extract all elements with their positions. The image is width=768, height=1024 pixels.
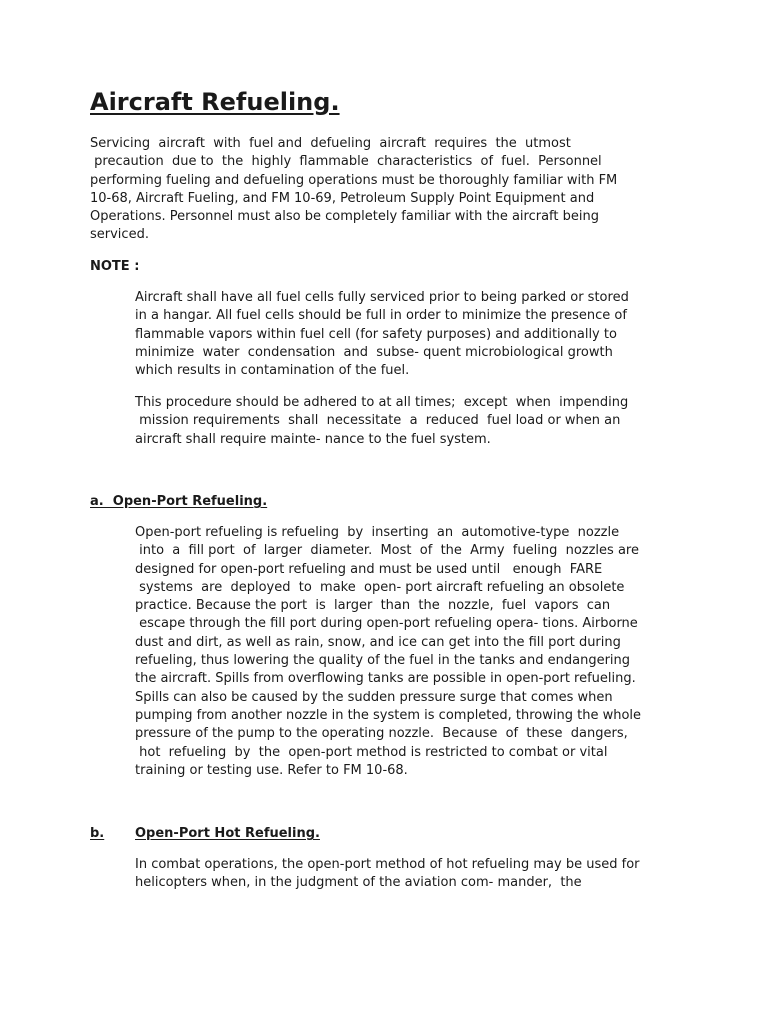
text-line: Spills can also be caused by the sudden pressure surge that comes when	[135, 689, 613, 705]
section-a-paragraph	[135, 524, 641, 780]
text-line: mission requirements shall necessitate a reduced fuel load or when an	[135, 413, 621, 429]
text-line: performing fueling and defueling operations must be thoroughly familiar with FM	[90, 172, 618, 188]
text-line: minimize water condensation and subse- quent microbiological growth	[135, 344, 613, 360]
text-line: helicopters when, in the judgment of the aviation com- mander, the	[135, 875, 582, 891]
text-line: precaution due to the highly flammable characteristics of fuel. Personnel	[90, 154, 602, 170]
text-line: pumping from another nozzle in the system is completed, throwing the whole	[135, 707, 642, 723]
text-line: in a hangar. All fuel cells should be full in order to minimize the presence of	[135, 308, 627, 324]
text-line: pressure of the pump to the operating nozzle. Because of these dangers,	[135, 726, 628, 742]
text-line: In combat operations, the open-port method of hot refueling may be used for	[135, 857, 640, 872]
text-line: designed for open-port refueling and must be used until enough FARE	[135, 561, 603, 577]
text-line: flammable vapors within fuel cell (for safety purposes) and additionally to	[135, 326, 617, 342]
text-line: serviced.	[90, 227, 149, 243]
section-b-heading: Open-Port Hot Refueling.	[135, 826, 320, 841]
text-line: Servicing aircraft with fuel and defueling aircraft requires the utmost	[90, 136, 571, 151]
text-line: into a fill port of larger diameter. Most of the Army fueling nozzles are	[135, 543, 639, 559]
text-line: which results in contamination of the fuel.	[135, 363, 410, 379]
text-line: Aircraft shall have all fuel cells fully serviced prior to being parked or stored	[135, 290, 629, 305]
note-label: NOTE :	[90, 259, 140, 274]
text-line: dust and dirt, as well as rain, snow, and ice can get into the fill port during	[135, 634, 621, 650]
text-line: training or testing use. Refer to FM 10-68.	[135, 762, 408, 778]
text-line: This procedure should be adhered to at all times; except when impending	[135, 395, 629, 410]
text-line: 10-68, Aircraft Fueling, and FM 10-69, Petroleum Supply Point Equipment and	[90, 190, 595, 206]
text-line: hot refueling by the open-port method is restricted to combat or vital	[135, 744, 608, 760]
section-b-letter: b.	[90, 826, 105, 841]
text-line: escape through the fill port during open-port refueling opera- tions. Airborne	[135, 616, 638, 632]
document-title: Aircraft Refueling.	[90, 88, 340, 116]
text-line: aircraft shall require mainte- nance to the fuel system.	[135, 431, 491, 447]
section-b-paragraph	[135, 856, 640, 893]
note-paragraph-1	[135, 289, 629, 380]
intro-paragraph	[90, 135, 617, 245]
text-line: systems are deployed to make open- port aircraft refueling an obsolete	[135, 579, 625, 595]
text-line: practice. Because the port is larger than the nozzle, fuel vapors can	[135, 598, 611, 614]
note-paragraph-2	[135, 394, 628, 449]
text-line: Open-port refueling is refueling by inserting an automotive-type nozzle	[135, 525, 620, 540]
text-line: Operations. Personnel must also be completely familiar with the aircraft being	[90, 209, 599, 225]
section-a-heading: a. Open-Port Refueling.	[90, 494, 268, 509]
text-line: refueling, thus lowering the quality of the fuel in the tanks and endangering	[135, 653, 631, 669]
text-line: the aircraft. Spills from overflowing tanks are possible in open-port refueling.	[135, 671, 636, 687]
